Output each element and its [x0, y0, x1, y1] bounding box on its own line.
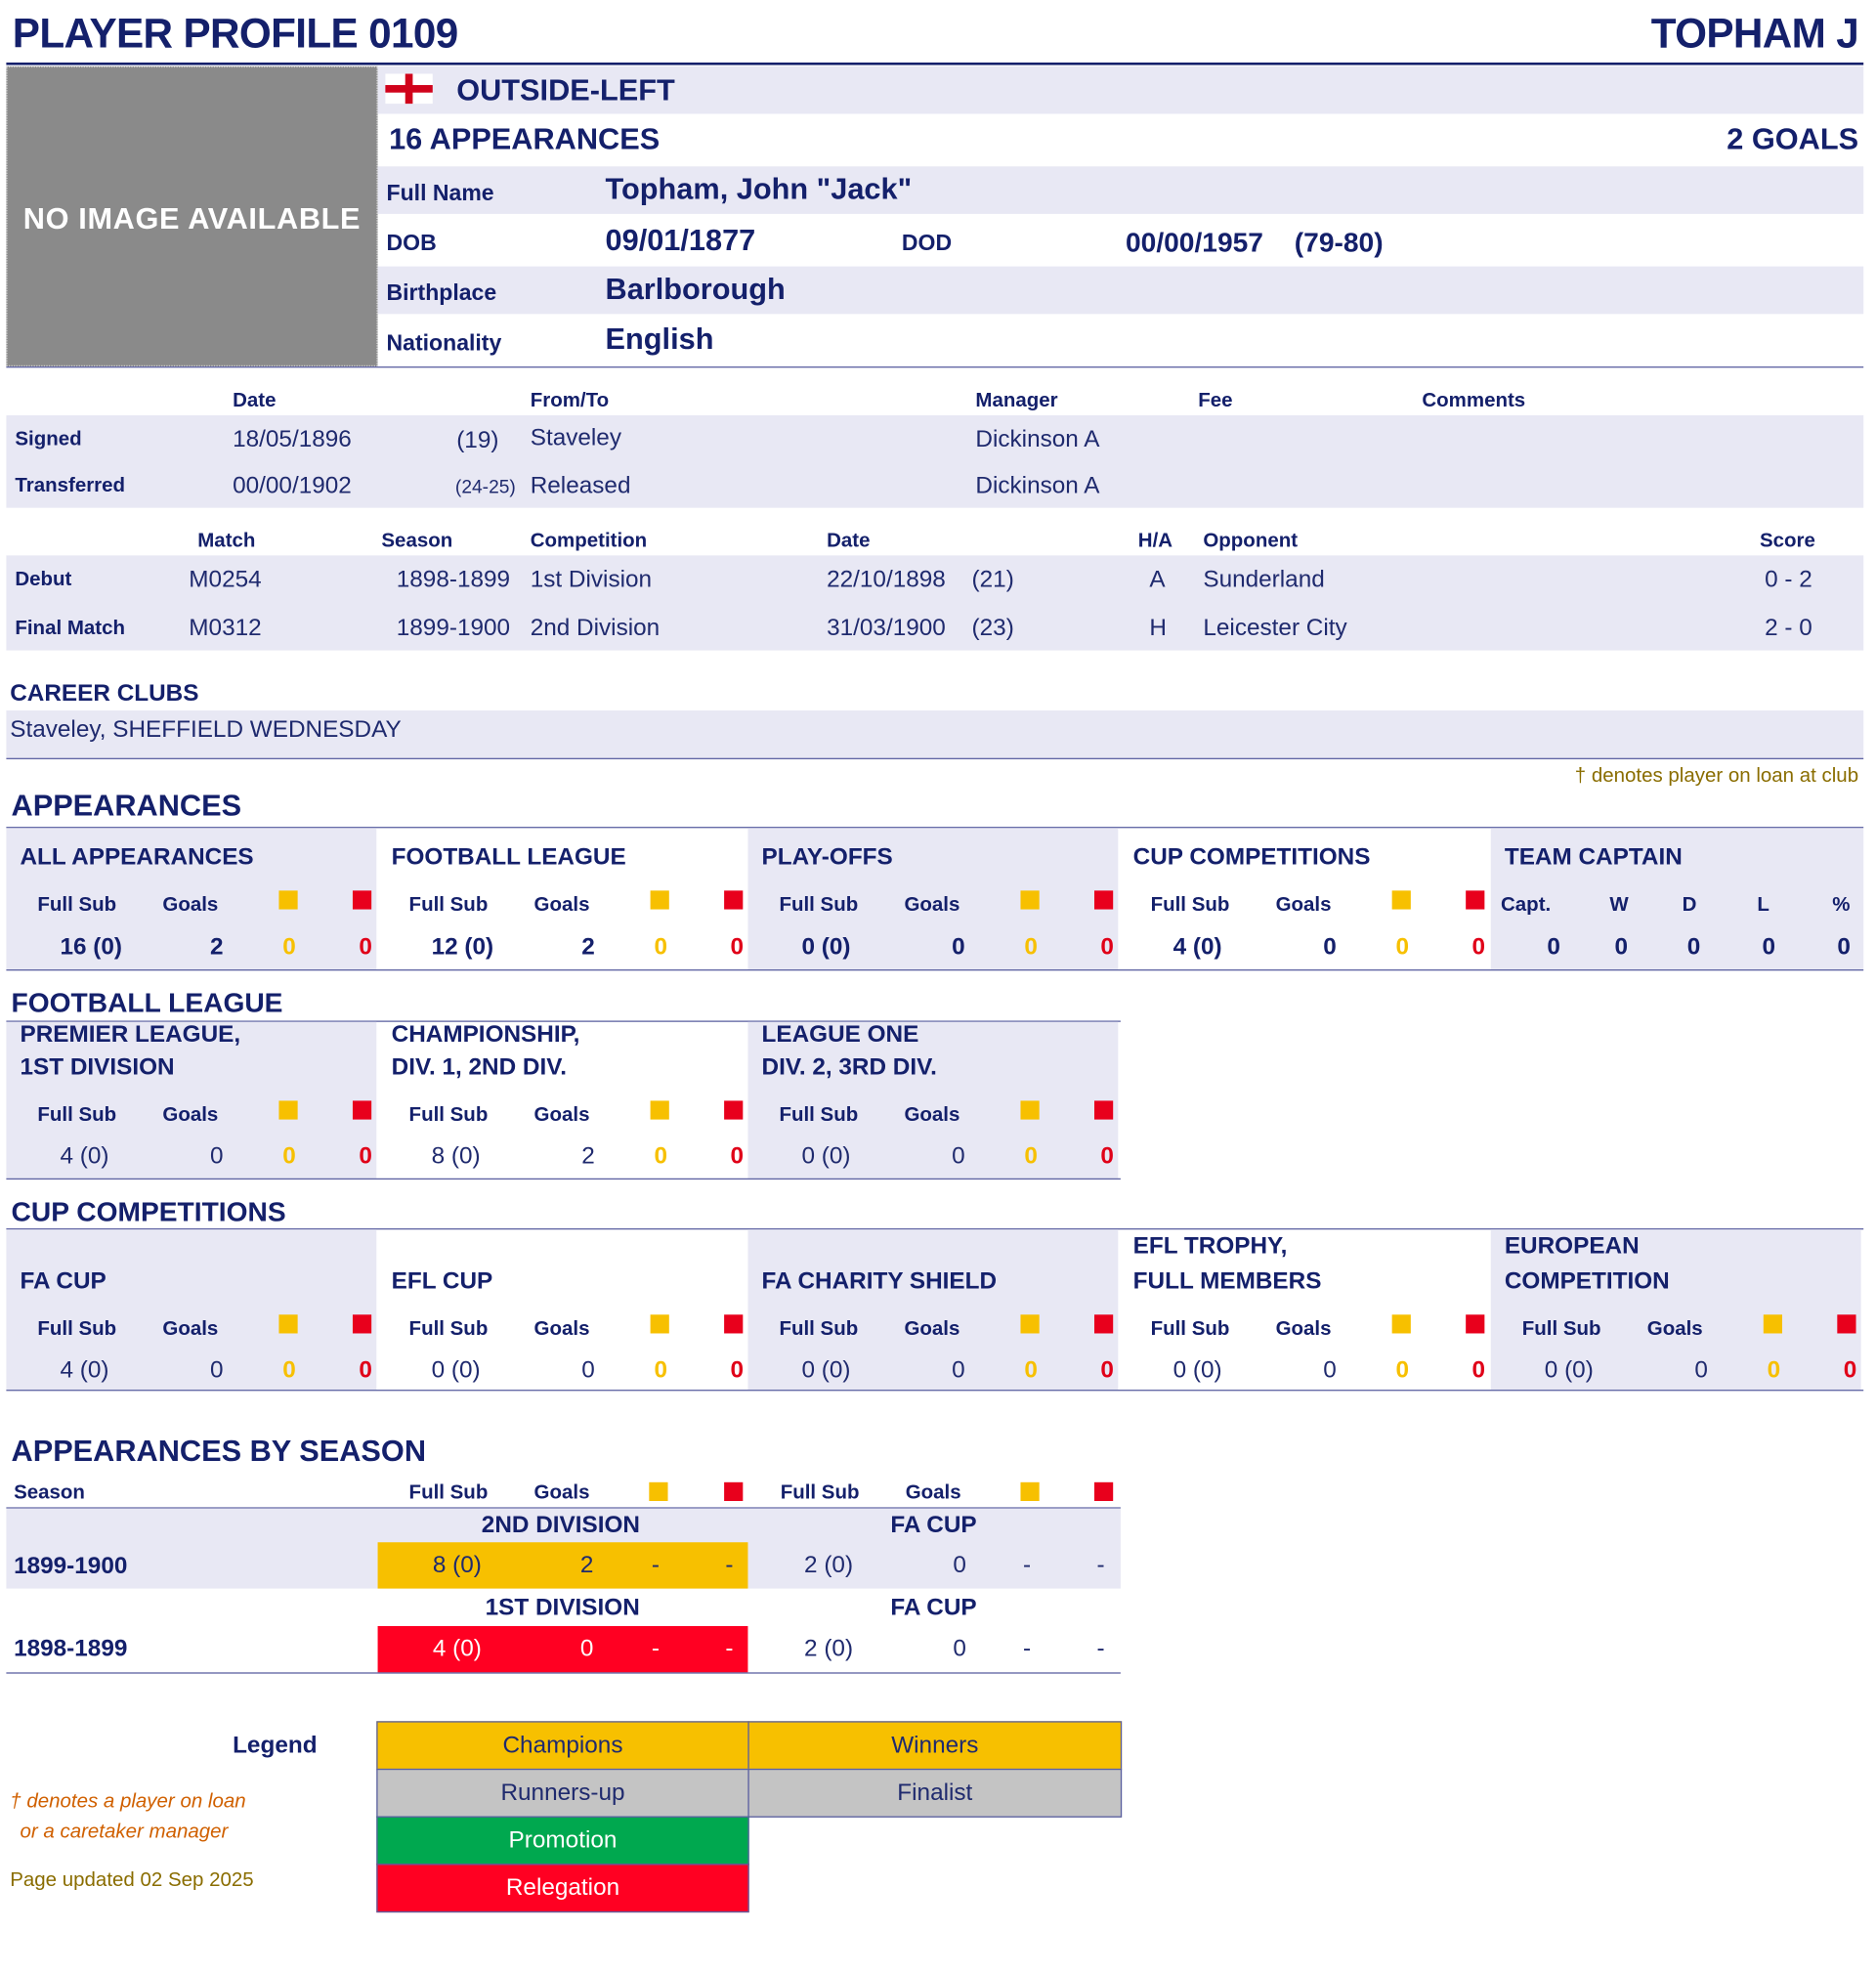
- dod-age: (79-80): [1294, 226, 1384, 258]
- red-cards-value: 0: [730, 934, 745, 962]
- league-full-sub: 8 (0): [432, 1552, 482, 1579]
- yellow-cards-value: 0: [1395, 934, 1410, 962]
- goals-value: 2: [210, 934, 224, 962]
- red-card-icon: [724, 1100, 743, 1119]
- ha-header: H/A: [1137, 530, 1173, 552]
- score-header: Score: [1759, 530, 1815, 552]
- transfer-comments-header: Comments: [1422, 390, 1526, 412]
- yellow-card-icon: [278, 890, 297, 909]
- debut-date: 22/10/1898: [827, 566, 946, 593]
- full-sub-header: Full Sub: [408, 1318, 489, 1340]
- full-name-label: Full Name: [386, 180, 494, 205]
- final-ha: H: [1149, 615, 1167, 642]
- stat-block-title: PLAY-OFFS: [761, 844, 893, 871]
- full-name: Topham, John "Jack": [605, 172, 913, 207]
- captain-stat-header: D: [1682, 894, 1697, 916]
- cup-fullsub-header: Full Sub: [780, 1481, 860, 1504]
- red-cards-value: 0: [730, 1356, 745, 1384]
- yellow-card-icon: [1392, 890, 1411, 909]
- final-date: 31/03/1900: [827, 615, 946, 642]
- cup-red: -: [1096, 1636, 1105, 1663]
- player-photo-placeholder: [6, 66, 377, 366]
- nationality-row: [378, 316, 1864, 365]
- captain-stat-value: 0: [1837, 934, 1851, 962]
- goals-value: 0: [1323, 934, 1337, 962]
- full-sub-value: 0 (0): [801, 1356, 851, 1384]
- transferred-age: (24-25): [454, 476, 516, 498]
- red-card-icon: [724, 1482, 743, 1501]
- red-card-icon: [1094, 1100, 1113, 1119]
- cup-goals: 0: [953, 1552, 966, 1579]
- goals-value: 0: [1323, 1356, 1337, 1384]
- footnote-line1: † denotes a player on loan: [10, 1790, 246, 1813]
- debut-score: 0 - 2: [1765, 566, 1812, 593]
- stat-block-title-line1: LEAGUE ONE: [761, 1021, 919, 1049]
- red-card-icon: [353, 890, 371, 909]
- stat-block-title-line2: COMPETITION: [1504, 1267, 1670, 1295]
- debut-ha: A: [1149, 566, 1166, 593]
- team-captain-title: TEAM CAPTAIN: [1504, 844, 1683, 871]
- yellow-cards-value: 0: [282, 1142, 296, 1170]
- legend-runners-up: Runners-up: [376, 1769, 748, 1818]
- full-sub-value: 0 (0): [431, 1356, 481, 1384]
- red-cards-value: 0: [359, 934, 372, 962]
- yellow-card-icon: [651, 890, 669, 909]
- stat-block-title-line2: FA CHARITY SHIELD: [761, 1267, 998, 1295]
- red-cards-value: 0: [1100, 1356, 1114, 1384]
- captain-stat-header: L: [1757, 894, 1769, 916]
- full-sub-value: 0 (0): [1172, 1356, 1222, 1384]
- stat-block-title-line1: EFL TROPHY,: [1132, 1233, 1288, 1260]
- red-cards-value: 0: [1471, 934, 1486, 962]
- birthplace-row: [378, 267, 1864, 315]
- yellow-card-icon: [651, 1314, 669, 1333]
- cup-competitions-title: CUP COMPETITIONS: [11, 1195, 286, 1227]
- goals-value: 0: [210, 1356, 224, 1384]
- stat-block-title-line1: PREMIER LEAGUE,: [20, 1021, 241, 1049]
- signed-label: Signed: [15, 429, 82, 450]
- page-title: PLAYER PROFILE 0109: [12, 10, 458, 57]
- goals-value: 0: [1694, 1356, 1708, 1384]
- goals-value: 0: [952, 934, 965, 962]
- season-col-header: Season: [14, 1481, 85, 1504]
- cup-yellow: -: [1023, 1552, 1032, 1579]
- league-goals: 0: [579, 1636, 594, 1663]
- yellow-cards-value: 0: [1024, 934, 1038, 962]
- competition-header: Competition: [530, 530, 648, 552]
- stat-block-title-line2: DIV. 2, 3RD DIV.: [761, 1054, 937, 1081]
- captain-stat-value: 0: [1686, 934, 1701, 962]
- full-sub-header: Full Sub: [1150, 1318, 1230, 1340]
- cup-goals: 0: [953, 1636, 966, 1663]
- dob-label: DOB: [386, 230, 437, 256]
- red-card-icon: [1094, 890, 1113, 909]
- goals-value: 2: [581, 934, 595, 962]
- captain-stat-value: 0: [1614, 934, 1629, 962]
- no-image-label: NO IMAGE AVAILABLE: [22, 202, 362, 236]
- dod-label: DOD: [901, 230, 953, 256]
- total-appearances: 16 APPEARANCES: [389, 122, 661, 156]
- stat-block: [6, 1229, 376, 1390]
- stat-block: [378, 828, 748, 969]
- league-yellow: -: [651, 1636, 660, 1663]
- yellow-cards-value: 0: [654, 934, 667, 962]
- transferred-manager: Dickinson A: [975, 472, 1100, 499]
- position-row: [378, 66, 1864, 114]
- stat-block-title-line2: FA CUP: [20, 1267, 107, 1295]
- legend-title: Legend: [233, 1732, 318, 1759]
- legend-champions: Champions: [376, 1721, 748, 1770]
- yellow-cards-value: 0: [1024, 1142, 1038, 1170]
- date-header: Date: [827, 530, 871, 552]
- debut-label: Debut: [15, 569, 72, 591]
- nationality-label: Nationality: [386, 329, 502, 356]
- full-sub-value: 8 (0): [431, 1142, 481, 1170]
- debut-season: 1898-1899: [396, 566, 511, 593]
- red-cards-value: 0: [1471, 1356, 1486, 1384]
- dod: 00/00/1957: [1126, 226, 1263, 258]
- full-sub-header: Full Sub: [779, 1104, 859, 1126]
- match-header: Match: [197, 530, 256, 552]
- cup-goals-header: Goals: [905, 1481, 961, 1504]
- stat-block: [1120, 828, 1490, 969]
- transferred-label: Transferred: [15, 475, 126, 497]
- goals-header: Goals: [533, 1318, 590, 1340]
- final-competition: 2nd Division: [530, 615, 661, 642]
- cup-full-sub: 2 (0): [804, 1552, 854, 1579]
- stat-block: [378, 1229, 748, 1390]
- stat-block-title-line2: DIV. 1, 2ND DIV.: [391, 1054, 567, 1081]
- stat-block-title-line1: CHAMPIONSHIP,: [391, 1021, 580, 1049]
- season-league-stats: [378, 1542, 748, 1588]
- signed-from: Staveley: [530, 425, 621, 452]
- transfer-date-header: Date: [233, 390, 277, 412]
- yellow-card-icon: [1020, 1482, 1039, 1501]
- stat-block-title: FOOTBALL LEAGUE: [391, 844, 626, 871]
- transfer-manager-header: Manager: [975, 390, 1058, 412]
- goals-header: Goals: [162, 1318, 219, 1340]
- league-goals: 2: [579, 1552, 594, 1579]
- cup-full-sub: 2 (0): [804, 1636, 854, 1663]
- totals-row: [378, 115, 1864, 165]
- captain-stat-header: W: [1609, 894, 1629, 916]
- red-cards-value: 0: [730, 1142, 745, 1170]
- goals-header: Goals: [162, 1104, 219, 1126]
- season-league-stats: [378, 1626, 748, 1672]
- goals-value: 0: [952, 1142, 965, 1170]
- debut-age: (21): [971, 566, 1014, 593]
- full-sub-header: Full Sub: [1521, 1318, 1601, 1340]
- yellow-cards-value: 0: [1024, 1356, 1038, 1384]
- yellow-card-icon: [278, 1314, 297, 1333]
- loan-note: † denotes player on loan at club: [1574, 765, 1859, 788]
- full-sub-value: 16 (0): [60, 934, 122, 962]
- full-sub-value: 0 (0): [801, 1142, 851, 1170]
- football-league-title: FOOTBALL LEAGUE: [11, 986, 283, 1018]
- full-sub-value: 12 (0): [431, 934, 494, 962]
- career-clubs: Staveley, SHEFFIELD WEDNESDAY: [10, 716, 402, 744]
- stat-block: [6, 828, 376, 969]
- debut-competition: 1st Division: [530, 566, 653, 593]
- full-sub-value: 4 (0): [60, 1356, 109, 1384]
- red-card-icon: [1094, 1314, 1113, 1333]
- legend-relegation: Relegation: [376, 1864, 748, 1912]
- goals-value: 2: [581, 1142, 595, 1170]
- full-sub-value: 4 (0): [1172, 934, 1222, 962]
- yellow-cards-value: 0: [654, 1356, 667, 1384]
- legend-finalist: Finalist: [747, 1769, 1122, 1818]
- league-red: -: [725, 1636, 734, 1663]
- season-row-season: 1898-1899: [14, 1636, 128, 1663]
- full-sub-header: Full Sub: [37, 1318, 117, 1340]
- goals-header: Goals: [904, 1104, 960, 1126]
- season-row-league-name: 1ST DIVISION: [485, 1595, 640, 1621]
- goals-header: Goals: [162, 894, 219, 916]
- stat-block: [1120, 1229, 1490, 1390]
- captain-stat-value: 0: [1762, 934, 1776, 962]
- season-row-league-name: 2ND DIVISION: [481, 1512, 640, 1539]
- yellow-card-icon: [1764, 1314, 1782, 1333]
- stat-block-title: ALL APPEARANCES: [20, 844, 254, 871]
- goals-header: Goals: [1646, 1318, 1703, 1340]
- season-row-cup-name: FA CUP: [890, 1512, 977, 1539]
- goals-value: 0: [952, 1356, 965, 1384]
- final-score: 2 - 0: [1765, 615, 1812, 642]
- footnote-line2: or a caretaker manager: [20, 1821, 229, 1843]
- red-card-icon: [1837, 1314, 1855, 1333]
- league-fullsub-header: Full Sub: [408, 1481, 489, 1504]
- full-sub-header: Full Sub: [779, 894, 859, 916]
- stat-block: [6, 1022, 376, 1179]
- goals-header: Goals: [904, 894, 960, 916]
- nationality: English: [605, 322, 714, 357]
- final-label: Final Match: [15, 618, 126, 640]
- final-opponent: Leicester City: [1203, 615, 1347, 642]
- red-card-icon: [1094, 1482, 1113, 1501]
- red-card-icon: [1466, 890, 1484, 909]
- transferred-date: 00/00/1902: [233, 472, 352, 499]
- transfers-table: [6, 415, 1863, 508]
- full-sub-header: Full Sub: [408, 894, 489, 916]
- cup-yellow: -: [1023, 1636, 1032, 1663]
- cup-red: -: [1096, 1552, 1105, 1579]
- yellow-card-icon: [651, 1100, 669, 1119]
- season-row-cup-name: FA CUP: [890, 1595, 977, 1621]
- player-short-name: TOPHAM J: [1650, 10, 1859, 57]
- career-clubs-row: [6, 710, 1863, 758]
- full-sub-header: Full Sub: [37, 894, 117, 916]
- page-updated: Page updated 02 Sep 2025: [10, 1869, 254, 1892]
- dob: 09/01/1877: [605, 224, 756, 258]
- full-sub-header: Full Sub: [779, 1318, 859, 1340]
- debut-match: M0254: [189, 566, 262, 593]
- goals-value: 0: [210, 1142, 224, 1170]
- team-captain-block: [1491, 828, 1863, 969]
- red-card-icon: [1466, 1314, 1484, 1333]
- yellow-cards-value: 0: [1767, 1356, 1781, 1384]
- by-season-title: APPEARANCES BY SEASON: [11, 1435, 427, 1469]
- signed-age: (19): [456, 427, 499, 454]
- goals-header: Goals: [1275, 894, 1332, 916]
- debut-opponent: Sunderland: [1203, 566, 1325, 593]
- appearances-title: APPEARANCES: [11, 789, 242, 824]
- signed-manager: Dickinson A: [975, 426, 1100, 453]
- league-goals-header: Goals: [533, 1481, 590, 1504]
- yellow-card-icon: [1020, 890, 1039, 909]
- full-sub-value: 0 (0): [1544, 1356, 1594, 1384]
- season-header: Season: [381, 530, 453, 552]
- red-card-icon: [724, 1314, 743, 1333]
- red-cards-value: 0: [1843, 1356, 1857, 1384]
- red-card-icon: [353, 1100, 371, 1119]
- transferred-to: Released: [530, 472, 631, 499]
- red-cards-value: 0: [359, 1356, 372, 1384]
- opponent-header: Opponent: [1203, 530, 1299, 552]
- full-sub-header: Full Sub: [408, 1104, 489, 1126]
- goals-header: Goals: [1275, 1318, 1332, 1340]
- goals-header: Goals: [533, 894, 590, 916]
- captain-stat-header: Capt.: [1501, 894, 1552, 916]
- birthplace-label: Birthplace: [386, 279, 497, 306]
- stat-block-title-line2: FULL MEMBERS: [1132, 1267, 1322, 1295]
- final-match: M0312: [189, 615, 262, 642]
- stat-block: [1491, 1229, 1861, 1390]
- yellow-card-icon: [1020, 1100, 1039, 1119]
- yellow-card-icon: [649, 1482, 667, 1501]
- signed-date: 18/05/1896: [233, 426, 352, 453]
- yellow-card-icon: [278, 1100, 297, 1119]
- red-card-icon: [724, 890, 743, 909]
- birthplace: Barlborough: [605, 273, 786, 307]
- goals-header: Goals: [533, 1104, 590, 1126]
- yellow-cards-value: 0: [282, 934, 296, 962]
- career-clubs-title: CAREER CLUBS: [10, 680, 199, 708]
- stat-block: [747, 828, 1118, 969]
- league-full-sub: 4 (0): [432, 1636, 482, 1663]
- full-sub-value: 4 (0): [60, 1142, 109, 1170]
- stat-block-title-line1: EUROPEAN: [1504, 1233, 1640, 1260]
- england-flag-icon: [385, 74, 433, 105]
- stat-block-title: CUP COMPETITIONS: [1132, 844, 1371, 871]
- red-cards-value: 0: [1100, 1142, 1114, 1170]
- red-cards-value: 0: [359, 1142, 372, 1170]
- league-red: -: [725, 1552, 734, 1579]
- legend-winners: Winners: [747, 1721, 1122, 1770]
- stat-block: [747, 1022, 1118, 1179]
- yellow-card-icon: [1392, 1314, 1411, 1333]
- yellow-cards-value: 0: [282, 1356, 296, 1384]
- red-card-icon: [353, 1314, 371, 1333]
- dob-row: [378, 215, 1864, 265]
- yellow-cards-value: 0: [654, 1142, 667, 1170]
- final-season: 1899-1900: [396, 615, 511, 642]
- goals-header: Goals: [904, 1318, 960, 1340]
- yellow-card-icon: [1020, 1314, 1039, 1333]
- stat-block: [747, 1229, 1118, 1390]
- full-sub-header: Full Sub: [1150, 894, 1230, 916]
- full-sub-value: 0 (0): [801, 934, 851, 962]
- full-sub-header: Full Sub: [37, 1104, 117, 1126]
- legend-promotion: Promotion: [376, 1817, 748, 1866]
- stat-block: [378, 1022, 748, 1179]
- total-goals: 2 GOALS: [1727, 122, 1859, 156]
- yellow-cards-value: 0: [1395, 1356, 1410, 1384]
- final-age: (23): [971, 615, 1014, 642]
- full-name-row: [378, 166, 1864, 214]
- captain-stat-value: 0: [1547, 934, 1560, 962]
- position: OUTSIDE-LEFT: [456, 73, 675, 108]
- stat-block-title-line2: EFL CUP: [391, 1267, 493, 1295]
- transfer-from-to-header: From/To: [530, 390, 610, 412]
- red-cards-value: 0: [1100, 934, 1114, 962]
- transfer-fee-header: Fee: [1198, 390, 1233, 412]
- goals-value: 0: [581, 1356, 595, 1384]
- matches-table: [6, 555, 1863, 650]
- stat-block-title-line2: 1ST DIVISION: [20, 1054, 175, 1081]
- captain-stat-header: %: [1832, 894, 1851, 916]
- league-yellow: -: [651, 1552, 660, 1579]
- season-row-season: 1899-1900: [14, 1553, 128, 1580]
